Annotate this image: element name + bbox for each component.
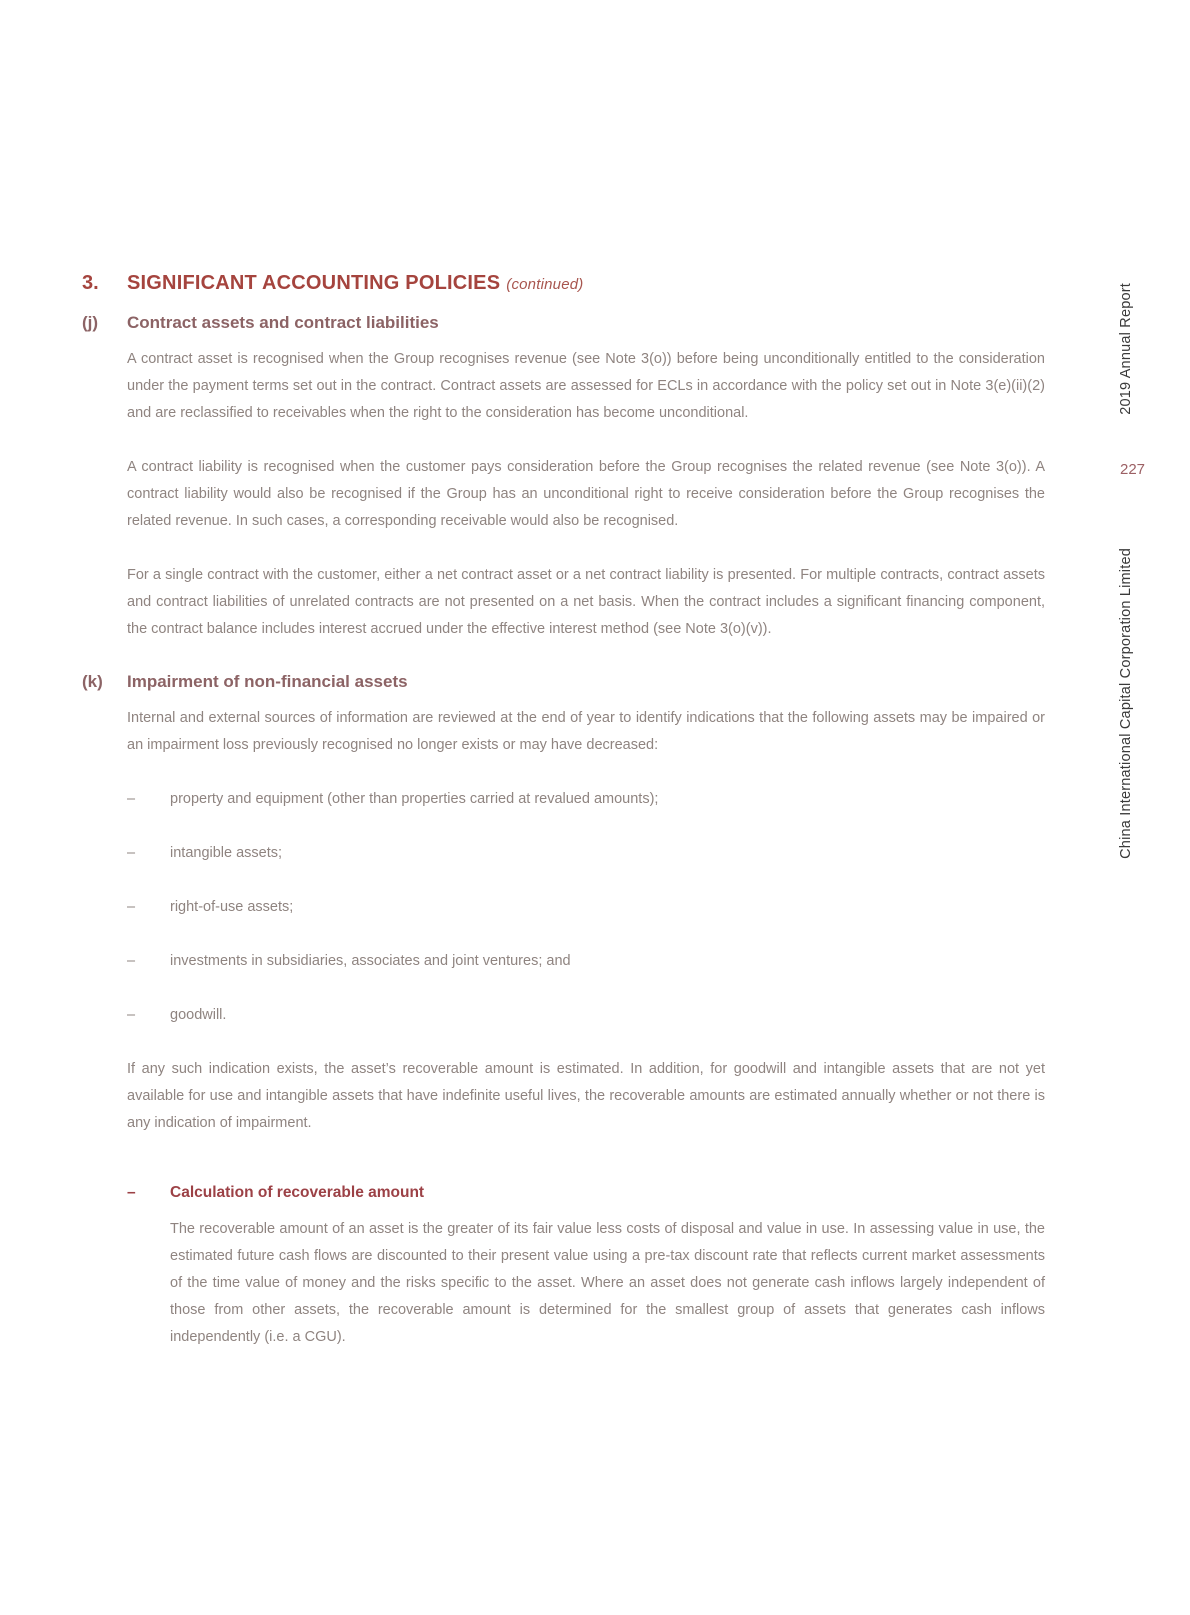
sub-subsection-heading — [127, 1184, 1045, 1202]
paragraph: A contract liability is recognised when the customer pays consideration before the Group recognises the related revenue (see Note 3(o)). A contract liability would also be recognised if the Group has an unconditional right to receive consideration before the Group recognises the related revenue. In such cases, a corresponding receivable would also be recognised. — [127, 459, 1045, 529]
list-item — [127, 894, 1045, 921]
list-item-text: investments in subsidiaries, associates and joint ventures; and — [170, 953, 571, 969]
section-number: 3. — [82, 272, 99, 294]
bullet-dash: – — [127, 1007, 136, 1023]
subsection-k-label: (k) — [82, 672, 103, 691]
list-item-text: intangible assets; — [170, 845, 283, 861]
subsection-j — [82, 311, 1045, 643]
continued-label: (continued) — [506, 276, 584, 293]
sub-subsection-title: Calculation of recoverable amount — [170, 1184, 425, 1201]
subsection-j-title: Contract assets and contract liabilities — [127, 313, 439, 332]
sub-subsection-recoverable-amount — [127, 1184, 1045, 1351]
sidebar-company-name: China International Capital Corporation Limited — [1118, 548, 1134, 859]
paragraph: For a single contract with the customer, either a net contract asset or a net contract liability is presented. For multiple contracts, contract assets and contract liabilities of unrelated contracts are not presented on a net basis. When the contract includes a significant financing component, the contract balance includes interest accrued under the effective interest method (see Note 3(o)(v)). — [127, 567, 1045, 637]
heading-dash: – — [127, 1184, 136, 1201]
list-item — [127, 840, 1045, 867]
paragraph: If any such indication exists, the asset’s recoverable amount is estimated. In addition, for goodwill and intangible assets that are not yet available for use and intangible assets that have indefinite useful lives, the recoverable amounts are estimated annually whether or not there is any indication of impairment. — [127, 1061, 1045, 1131]
bullet-dash: – — [127, 791, 136, 807]
bullet-dash: – — [127, 953, 136, 969]
list-item-text: property and equipment (other than properties carried at revalued amounts); — [170, 791, 659, 807]
bullet-dash: – — [127, 845, 136, 861]
sidebar-report-title: 2019 Annual Report — [1118, 283, 1134, 415]
paragraph: The recoverable amount of an asset is the greater of its fair value less costs of disposal and value in use. In assessing value in use, the estimated future cash flows are discounted to their present value using a pre-tax discount rate that reflects current market assessments of the time value of money and the risks specific to the asset. Where an asset does not generate cash inflows largely independent of those from other assets, the recoverable amount is determined for the smallest group of assets that generates cash inflows independently (i.e. a CGU). — [170, 1221, 1045, 1345]
paragraph: Internal and external sources of information are reviewed at the end of year to identify indications that the following assets may be impaired or an impairment loss previously recognised no longer exists or may have decreased: — [127, 710, 1045, 753]
list-item — [127, 786, 1045, 813]
paragraph: A contract asset is recognised when the Group recognises revenue (see Note 3(o)) before being unconditionally entitled to the consideration under the payment terms set out in the contract. Contract assets are assessed for ECLs in accordance with the policy set out in Note 3(e)(ii)(2) and are reclassified to receivables when the right to the consideration has become unconditional. — [127, 351, 1045, 421]
subsection-j-label: (j) — [82, 313, 99, 332]
list-item-text: goodwill. — [170, 1007, 227, 1023]
subsection-j-body — [127, 311, 1045, 643]
bullet-dash: – — [127, 899, 136, 915]
section-heading — [82, 272, 1045, 295]
list-item — [127, 948, 1045, 975]
subsection-k-title: Impairment of non-financial assets — [127, 672, 408, 691]
main-content — [82, 272, 1045, 1351]
list-item-text: right-of-use assets; — [170, 899, 294, 915]
page-number: 227 — [1120, 461, 1146, 478]
list-item — [127, 1002, 1045, 1029]
subsection-k-body — [127, 670, 1045, 1351]
subsection-k — [82, 670, 1045, 1351]
section-title-text: SIGNIFICANT ACCOUNTING POLICIES — [127, 272, 501, 294]
section-title — [127, 272, 584, 295]
